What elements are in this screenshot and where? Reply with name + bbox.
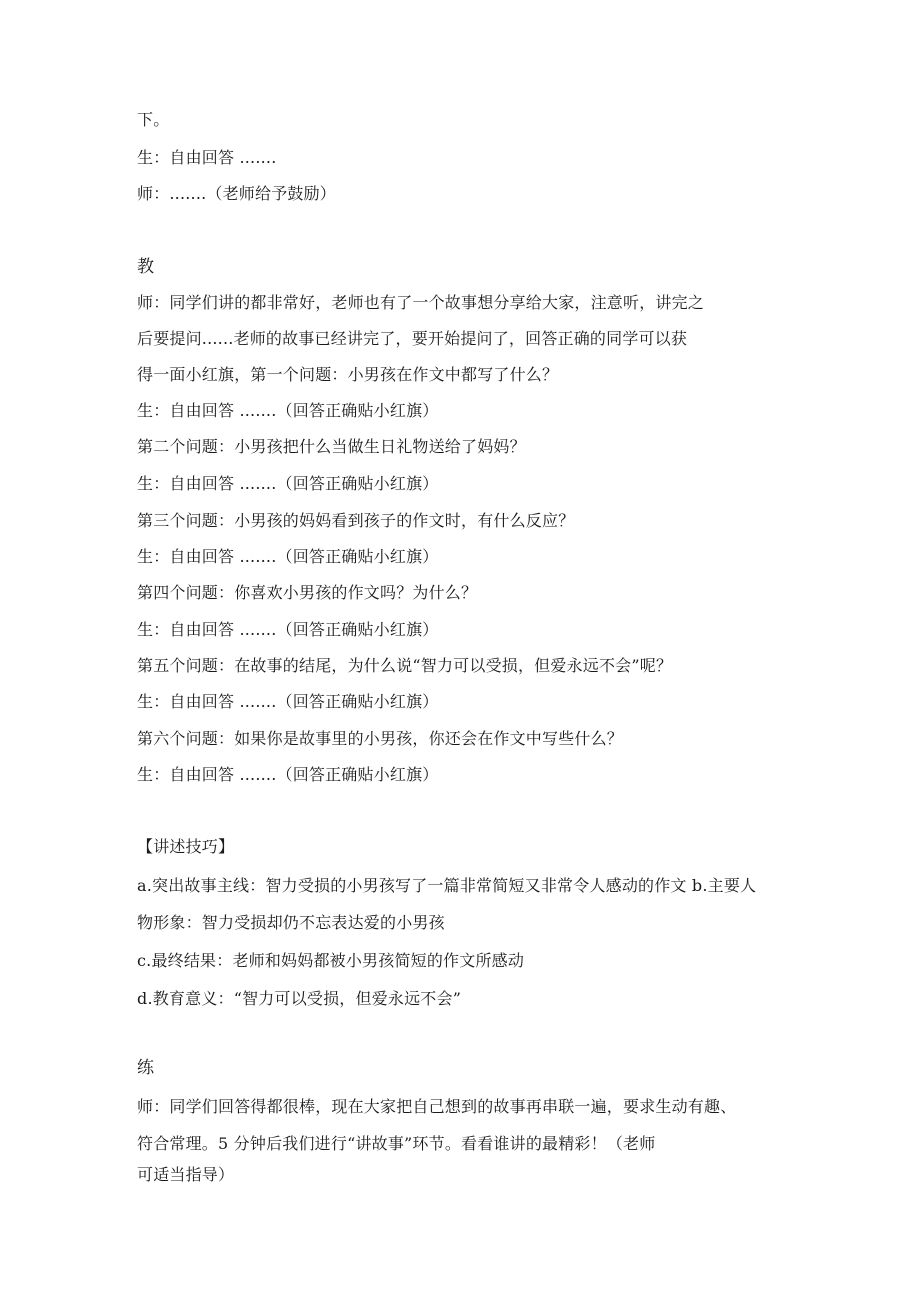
- text-line: 下。: [137, 110, 170, 129]
- text-line: c.最终结果：老师和妈妈都被小男孩简短的作文所感动: [137, 951, 525, 970]
- text-line: 生：自由回答 .......（回答正确贴小红旗）: [137, 401, 439, 420]
- text-line: 师：同学们讲的都非常好，老师也有了一个故事想分享给大家，注意听，讲完之: [137, 293, 705, 312]
- text-line: 符合常理。5 分钟后我们进行“讲故事”环节。看看谁讲的最精彩！（老师: [137, 1134, 656, 1153]
- text-line: 第三个问题：小男孩的妈妈看到孩子的作文时，有什么反应？: [137, 511, 575, 530]
- text-line: 生：自由回答 .......（回答正确贴小红旗）: [137, 547, 439, 566]
- text-line: 可适当指导）: [137, 1165, 235, 1184]
- text-line: 第五个问题：在故事的结尾，为什么说“智力可以受损，但爱永远不会”呢？: [137, 656, 673, 675]
- text-line: 后要提问......老师的故事已经讲完了，要开始提问了，回答正确的同学可以获: [137, 329, 688, 348]
- text-line: 生：自由回答 .......（回答正确贴小红旗）: [137, 474, 439, 493]
- text-line: 第四个问题：你喜欢小男孩的作文吗？为什么？: [137, 583, 478, 602]
- text-line: 第二个问题：小男孩把什么当做生日礼物送给了妈妈？: [137, 437, 526, 456]
- text-line: a.突出故事主线：智力受损的小男孩写了一篇非常简短又非常令人感动的作文 b.主要人: [137, 876, 757, 895]
- section-heading-teach: 教: [137, 257, 155, 277]
- text-line: 生：自由回答 .......（回答正确贴小红旗）: [137, 620, 439, 639]
- section-heading-practice: 练: [137, 1058, 155, 1078]
- section-heading-techniques: 【讲述技巧】: [137, 837, 235, 856]
- text-line: d.教育意义：“智力可以受损，但爱永远不会”: [137, 989, 462, 1008]
- text-line: 师：同学们回答得都很棒，现在大家把自己想到的故事再串联一遍，要求生动有趣、: [137, 1097, 737, 1116]
- text-line: 生：自由回答 .......: [137, 148, 277, 167]
- text-line: 师：.......（老师给予鼓励）: [137, 184, 337, 203]
- text-line: 生：自由回答 .......（回答正确贴小红旗）: [137, 692, 439, 711]
- text-line: 第六个问题：如果你是故事里的小男孩，你还会在作文中写些什么？: [137, 729, 624, 748]
- text-line: 物形象：智力受损却仍不忘表达爱的小男孩: [137, 913, 445, 932]
- text-line: 生：自由回答 .......（回答正确贴小红旗）: [137, 765, 439, 784]
- text-line: 得一面小红旗，第一个问题：小男孩在作文中都写了什么？: [137, 365, 559, 384]
